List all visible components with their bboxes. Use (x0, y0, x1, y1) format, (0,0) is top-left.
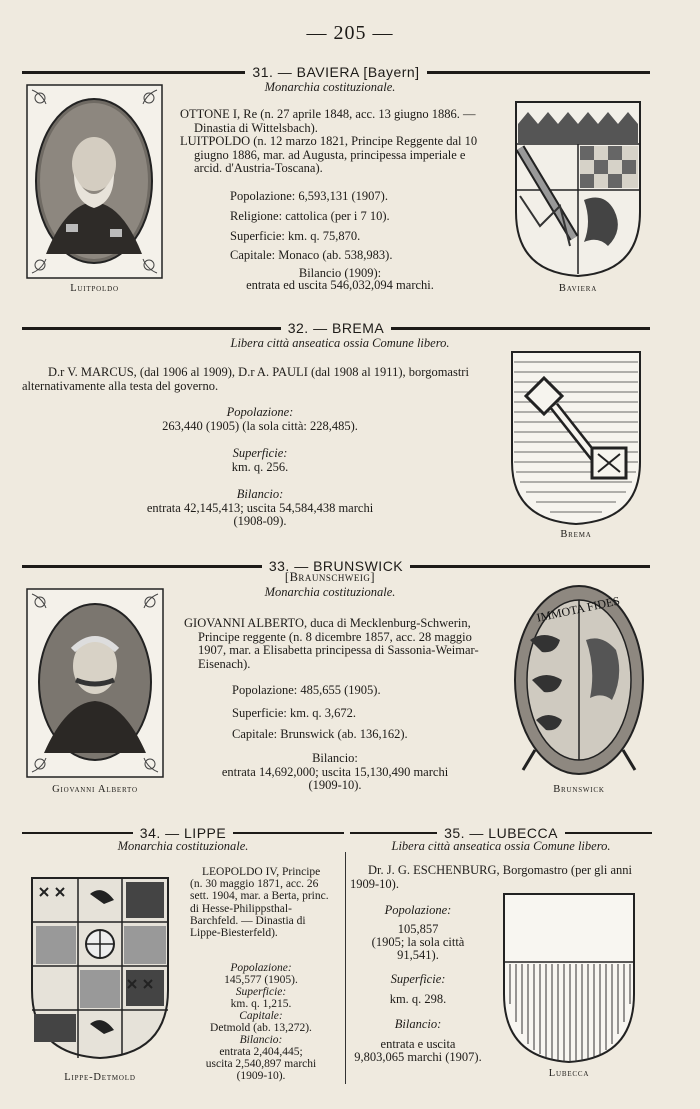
page-number: — 205 — (306, 22, 394, 44)
stat-superficie-value: km. q. 1,215. (230, 998, 292, 1010)
stat-bilancio-value: entrata 42,145,413; uscita 54,584,438 marchi (146, 501, 374, 515)
section-subtitle: Libera città anseatica ossia Comune libero. (391, 839, 611, 853)
stat-superficie: Superficie: km. q. 3,672. (232, 706, 356, 720)
arms-brema (510, 350, 642, 525)
stat-popolazione: Popolazione: 6,593,131 (1907). (230, 189, 388, 203)
stat-bilancio-label: Bilancio: (236, 487, 284, 501)
arms-motto: IMMOTA FIDES (535, 593, 622, 625)
section-subtitle: Monarchia costituzionale. (117, 839, 249, 853)
stat-popolazione-citta: 91,541). (397, 948, 439, 962)
arms-lubecca (502, 892, 636, 1064)
stat-bilancio-label: Bilancio: (312, 751, 358, 765)
section-subtitle: Monarchia costituzionale. (264, 80, 396, 94)
arms-baviera (514, 100, 642, 278)
section-title: 34. — LIPPE (139, 825, 227, 841)
stat-capitale-value: Detmold (ab. 13,272). (210, 1022, 312, 1034)
section-title: 35. — LUBECCA (444, 825, 558, 841)
stat-capitale-label: Capitale: (239, 1010, 283, 1022)
stat-superficie-label: Superficie: (390, 972, 446, 986)
stat-popolazione-detail: (1905; la sola città (371, 935, 465, 949)
stat-popolazione-value: 145,577 (1905). (224, 974, 298, 986)
arms-brunswick (510, 580, 648, 780)
section-header-brema (22, 320, 650, 336)
stat-bilancio-period: (1909-10). (308, 778, 362, 792)
portrait-caption: Giovanni Alberto (52, 784, 138, 795)
section-subtitle: Libera città anseatica ossia Comune libero. (230, 336, 450, 350)
stat-superficie-value: km. q. 298. (389, 992, 447, 1006)
section-title: 32. — BREMA (287, 320, 385, 336)
text-giovanni-alberto: GIOVANNI ALBERTO, duca di Mecklenburg-Schwerin, Principe reggente (n. 8 dicembre 1857, acc. 28 maggio 1907, mar. a Elisabetta principessa di Sassonia-Weimar-Eisenach). (184, 616, 479, 671)
stat-bilancio-period: (1909-10). (236, 1070, 286, 1082)
arms-lippe (30, 874, 170, 1064)
stat-popolazione-label: Popolazione: (226, 405, 294, 419)
stat-bilancio-amount: 9,803,065 marchi (1907). (354, 1050, 482, 1064)
section-title: 33. — BRUNSWICK (268, 558, 404, 574)
arms-caption: Lubecca (548, 1068, 590, 1079)
stat-bilancio-value: entrata e uscita (380, 1037, 456, 1051)
stat-bilancio-entrata: entrata 2,404,445; (219, 1046, 303, 1058)
arms-caption: Lippe-Detmold (64, 1072, 136, 1083)
stat-bilancio-label: Bilancio (1909): (298, 266, 382, 280)
stat-bilancio-period: (1908-09). (233, 514, 287, 528)
stat-bilancio-value: entrata ed uscita 546,032,094 marchi. (246, 278, 434, 292)
stat-bilancio-uscita: uscita 2,540,897 marchi (205, 1058, 317, 1070)
section-subtitle: Monarchia costituzionale. (264, 585, 396, 599)
portrait-caption: Luitpoldo (70, 283, 119, 294)
stat-capitale: Capitale: Monaco (ab. 538,983). (230, 248, 393, 262)
text-eschenburg: Dr. J. G. ESCHENBURG, Borgomastro (per gli anni 1909-10). (350, 863, 632, 891)
stat-superficie-label: Superficie: (235, 986, 287, 998)
portrait-luitpoldo (26, 84, 163, 279)
stat-bilancio-label: Bilancio: (239, 1034, 283, 1046)
section-subtitle-german: [Braunschweig] (284, 570, 376, 584)
stat-popolazione-value: 263,440 (1905) (la sola città: 228,485). (162, 419, 358, 433)
stat-popolazione-value: 105,857 (397, 922, 439, 936)
stat-superficie: Superficie: km. q. 75,870. (230, 229, 361, 243)
portrait-giovanni-alberto (26, 588, 164, 778)
text-luitpoldo: LUITPOLDO (n. 12 marzo 1821, Principe Reggente dal 10 giugno 1886, mar. ad Augusta, principessa imperiale e arcid. d'Austria-Toscana). (180, 134, 478, 176)
arms-caption: Baviera (558, 283, 598, 294)
stat-bilancio-value: entrata 14,692,000; uscita 15,130,490 marchi (221, 765, 449, 779)
stat-superficie-label: Superficie: (232, 446, 288, 460)
stat-popolazione: Popolazione: 485,655 (1905). (232, 683, 381, 697)
arms-caption: Brema (560, 529, 592, 540)
text-ottone: OTTONE I, Re (n. 27 aprile 1848, acc. 13 giugno 1886. — Dinastia di Wittelsbach). (180, 107, 476, 135)
stat-capitale: Capitale: Brunswick (ab. 136,162). (232, 727, 408, 741)
stat-religione: Religione: cattolica (per i 7 10). (230, 209, 390, 223)
stat-bilancio-label: Bilancio: (394, 1017, 442, 1031)
arms-caption: Brunswick (553, 784, 605, 795)
stat-popolazione-label: Popolazione: (384, 903, 452, 917)
stat-superficie-value: km. q. 256. (231, 460, 289, 474)
stat-popolazione-label: Popolazione: (230, 962, 292, 974)
text-borgomastri: D.r V. MARCUS, (dal 1906 al 1909), D.r A. PAULI (dal 1908 al 1911), borgomastri alternativamente alla testa del governo. (22, 365, 469, 393)
column-divider (345, 852, 346, 1084)
section-header-baviera (22, 64, 650, 80)
text-leopoldo: LEOPOLDO IV, Principe (n. 30 maggio 1871, acc. 26 sett. 1904, mar. a Berta, princ. di Hesse-Philippsthal-Barchfeld. — Dinastia di Lippe-Biesterfeld). (190, 866, 329, 940)
section-title: 31. — BAVIERA [Bayern] (252, 64, 420, 80)
